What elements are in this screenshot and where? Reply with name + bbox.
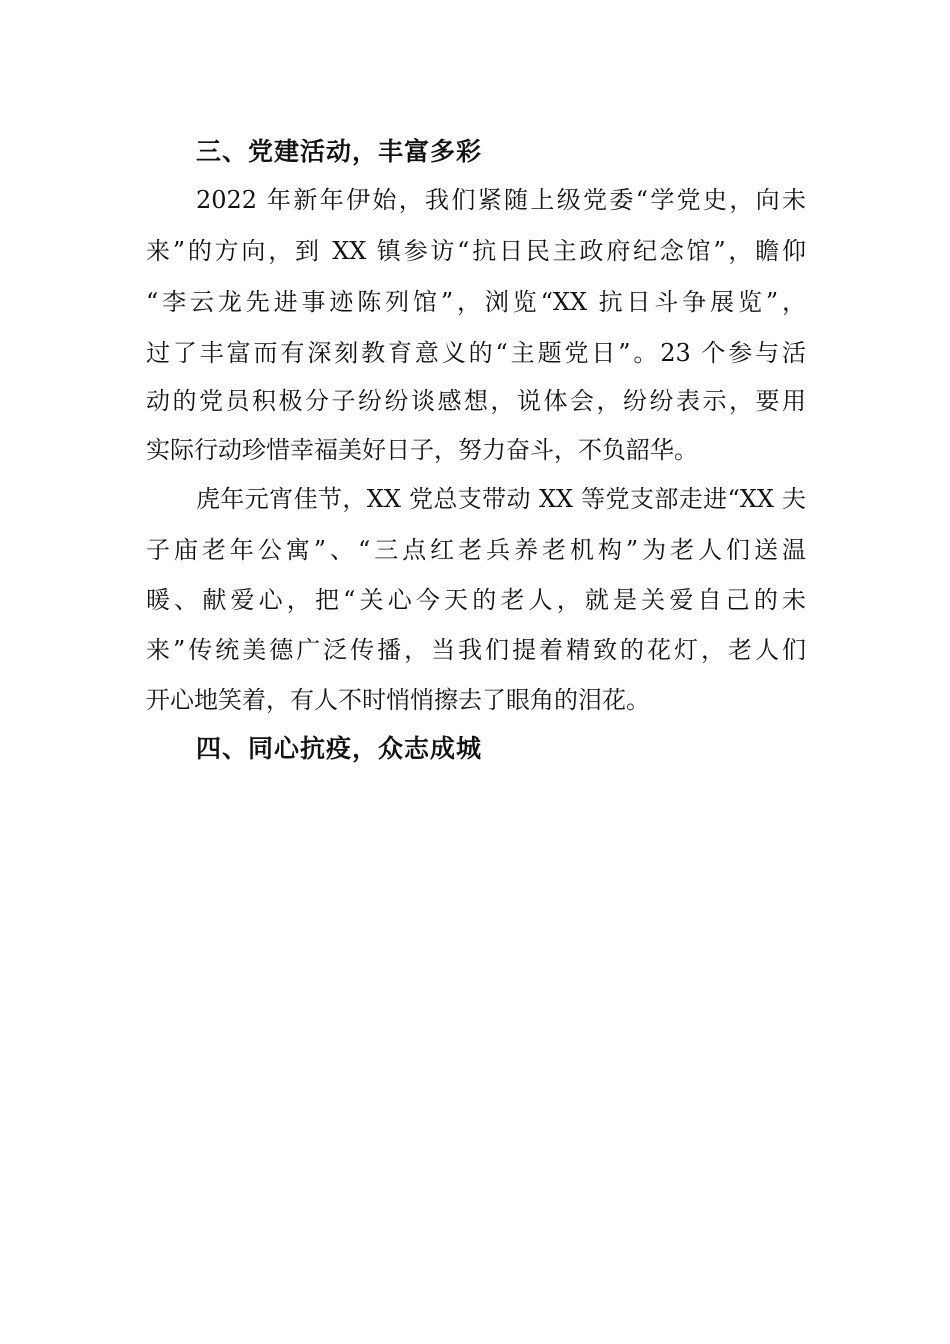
section-heading-3: 三、党建活动，丰富多彩 <box>196 137 483 166</box>
paragraph-line: 过了丰富而有深刻教育意义的“主题党日”。23 个参与活 <box>146 339 806 367</box>
paragraph-line: 动的党员积极分子纷纷谈感想，说体会，纷纷表示，要用 <box>146 387 806 415</box>
paragraph-line: 来”传统美德广泛传播，当我们提着精致的花灯，老人们 <box>146 636 806 664</box>
paragraph-line: 来”的方向，到 XX 镇参访“抗日民主政府纪念馆”，瞻仰 <box>146 237 806 265</box>
paragraph-line: 子庙老年公寓”、“三点红老兵养老机构”为老人们送温 <box>146 536 806 564</box>
paragraph-line: 暖、献爱心，把“关心今天的老人，就是关爱自己的未 <box>146 586 806 614</box>
paragraph-line: “李云龙先进事迹陈列馆”，浏览“XX 抗日斗争展览”， <box>146 288 806 316</box>
section-heading-4: 四、同心抗疫，众志成城 <box>196 734 483 763</box>
paragraph-line: 实际行动珍惜幸福美好日子，努力奋斗，不负韶华。 <box>146 436 698 464</box>
paragraph-line: 虎年元宵佳节，XX 党总支带动 XX 等党支部走进“XX 夫 <box>196 485 806 513</box>
paragraph-line: 2022 年新年伊始，我们紧随上级党委“学党史，向未 <box>196 186 806 214</box>
paragraph-line: 开心地笑着，有人不时悄悄擦去了眼角的泪花。 <box>146 686 650 714</box>
